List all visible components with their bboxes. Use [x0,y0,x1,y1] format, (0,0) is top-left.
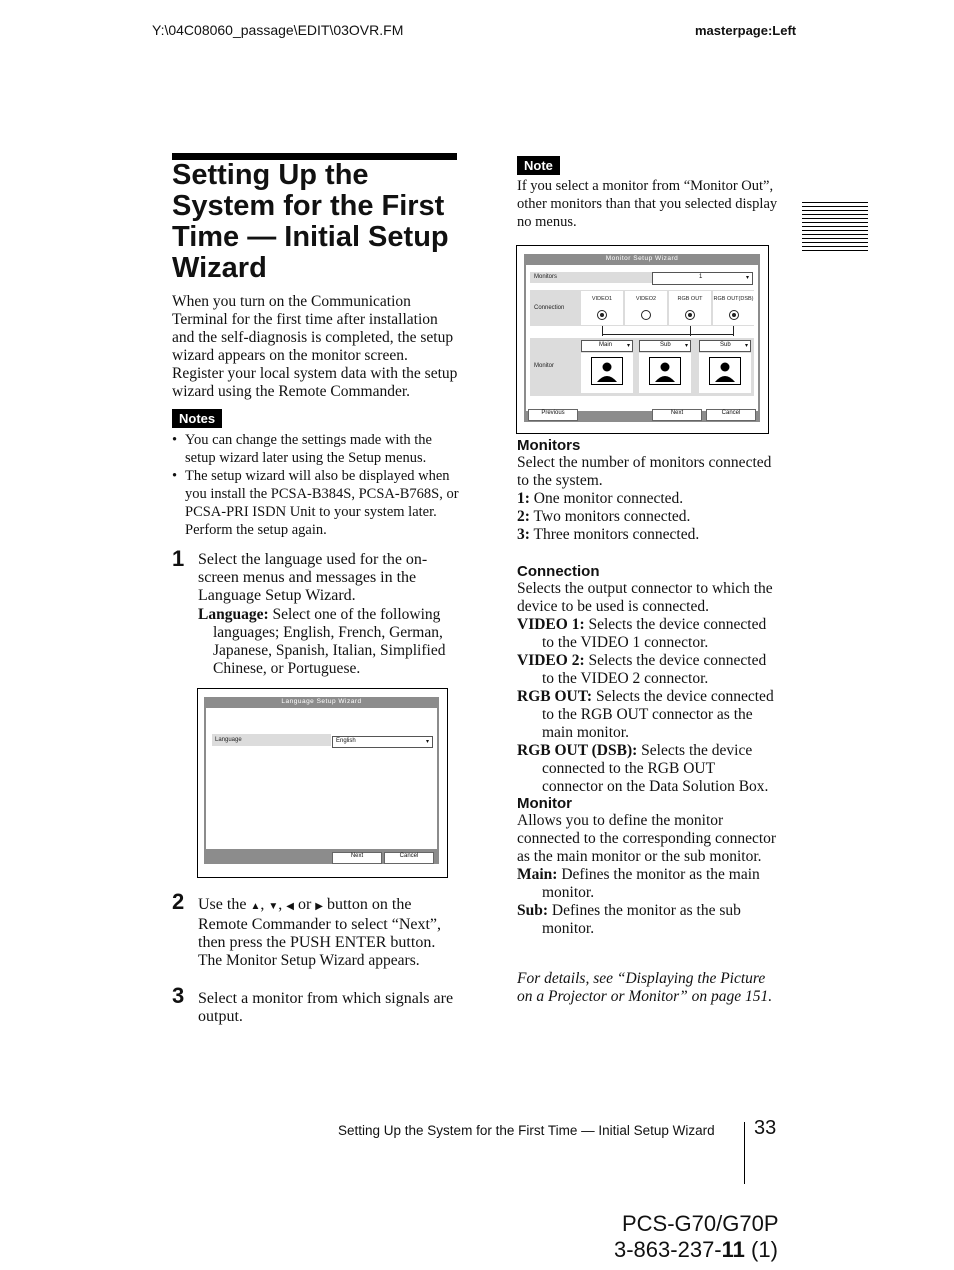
radio-icon [641,310,651,320]
chevron-down-icon: ▾ [425,739,429,745]
radio-icon [685,310,695,320]
note-section [517,156,560,175]
list-item: 1: One monitor connected. [517,490,684,507]
arrow-down-icon: ▼ [268,901,279,912]
monitor-icon [591,357,623,385]
list-item: VIDEO 2: Selects the device connected to the VIDEO 2 connector. [517,652,767,687]
step-text: Use the ▲, ▼, ◀ or ▶ button on the Remote Commander to select “Next”, then press the PUSH ENTER button. [198,896,442,951]
section-text: Allows you to define the monitor connected to the corresponding connector as the main monitor or the sub monitor. [517,812,777,865]
document-code: 3-863-237-11 (1) [614,1237,778,1262]
connection-label: Connection [534,305,565,311]
note-item: • You can change the settings made with the setup wizard later using the Setup menus. [172,431,462,467]
monitor-icon [649,357,681,385]
connector-rgb-out-dsb[interactable]: RGB OUT(DSB) [713,291,754,325]
monitor-select[interactable]: Sub ▾ [699,340,751,352]
section-heading: Connection [517,563,600,580]
connector-video2[interactable]: VIDEO2 [625,291,667,325]
section-text: Selects the output connector to which the device to be used is connected. [517,580,773,615]
monitor-slot-3 [699,340,751,394]
arrow-up-icon: ▲ [250,901,261,912]
notes-badge: Notes [172,409,222,428]
section-heading: Monitors [517,437,581,454]
monitor-slot-2 [639,340,691,394]
notes-list [172,431,462,539]
section-text: Select the number of monitors connected to the system. [517,454,772,489]
step-text: Select a monitor from which signals are output. [198,990,454,1025]
language-wizard-window [204,697,439,864]
step-number: 3 [172,983,185,1008]
language-label: Language [215,737,242,743]
next-button[interactable]: Next [332,852,382,864]
language-term: Language: [198,606,269,623]
chevron-down-icon: ▾ [744,343,748,349]
list-item: VIDEO 1: Selects the device connected to the VIDEO 1 connector. [517,616,767,651]
monitors-select[interactable]: 1 ▾ [652,272,753,285]
chevron-down-icon: ▾ [745,275,749,281]
thumb-index [802,202,868,254]
language-select[interactable]: English ▾ [332,736,433,748]
masterpage-label: masterpage:Left [695,23,797,38]
radio-icon [597,310,607,320]
note-badge: Note [517,156,560,175]
language-wizard-screenshot [197,688,448,878]
list-item: RGB OUT: Selects the device connected to the RGB OUT connector as the main monitor. [517,688,774,741]
monitor-icon [709,357,741,385]
connector-video1[interactable]: VIDEO1 [581,291,623,325]
note-item: • The setup wizard will also be displayed when you install the PCSA-B384S, PCSA-B768S, or PCSA-PRI ISDN Unit to your system later. Perform the setup again. [172,467,462,539]
list-item: 3: Three monitors connected. [517,526,700,543]
monitor-select[interactable]: Main ▾ [581,340,633,352]
footer-rule [744,1122,745,1184]
monitor-wizard-screenshot [516,245,769,434]
chevron-down-icon: ▾ [626,343,630,349]
language-desc: Select one of the following languages; English, French, German, Japanese, Spanish, Italian, Simplified Chinese, or Portuguese. [213,606,446,677]
monitor-wizard-window [524,254,760,422]
step-number: 1 [172,546,185,571]
radio-icon [729,310,739,320]
language-description [198,606,475,678]
model-number: PCS-G70/G70P [622,1211,779,1236]
cancel-button[interactable]: Cancel [384,852,434,864]
notes-section [172,409,222,428]
cross-reference: For details, see “Displaying the Picture on a Projector or Monitor” on page 151. [517,970,773,1005]
note-text: If you select a monitor from “Monitor Out”, other monitors than that you selected display no menus. [517,178,778,230]
language-wizard-title: Language Setup Wizard [281,698,362,705]
step-result: The Monitor Setup Wizard appears. [198,952,420,969]
monitors-label: Monitors [534,274,558,280]
monitors-section [517,437,779,544]
monitor-section [517,795,779,938]
file-path: Y:\04C08060_passage\EDIT\03OVR.FM [152,22,404,38]
monitor-label: Monitor [534,363,555,369]
page-number: 33 [754,1117,777,1139]
running-title: Setting Up the System for the First Time — Initial Setup Wizard [338,1123,715,1138]
page-title: Setting Up the System for the First Time — Initial Setup Wizard [172,159,449,284]
next-button[interactable]: Next [652,409,702,421]
list-item: 2: Two monitors connected. [517,508,691,525]
list-item: RGB OUT (DSB): Selects the device connected to the RGB OUT connector on the Data Solution Box. [517,742,769,795]
arrow-left-icon: ◀ [286,901,294,912]
step-number: 2 [172,889,185,914]
step-text: Select the language used for the on-screen menus and messages in the Language Setup Wizard. [198,551,428,604]
intro-paragraph: When you turn on the Communication Terminal for the first time after installation and the self-diagnosis is completed, the setup wizard appears on the monitor screen. Register your local system data with the setup wizard using the Remote Commander. [172,293,458,400]
arrow-right-icon: ▶ [315,901,323,912]
list-item: Sub: Defines the monitor as the sub monitor. [517,902,741,937]
list-item: Main: Defines the monitor as the main monitor. [517,866,760,901]
previous-button[interactable]: Previous [528,409,578,421]
connection-section [517,563,779,796]
monitor-slot-1 [581,340,633,394]
monitor-select[interactable]: Sub ▾ [639,340,691,352]
monitor-wizard-title: Monitor Setup Wizard [605,255,679,262]
chevron-down-icon: ▾ [684,343,688,349]
connector-rgb-out[interactable]: RGB OUT [669,291,711,325]
section-heading: Monitor [517,795,572,812]
cancel-button[interactable]: Cancel [706,409,756,421]
